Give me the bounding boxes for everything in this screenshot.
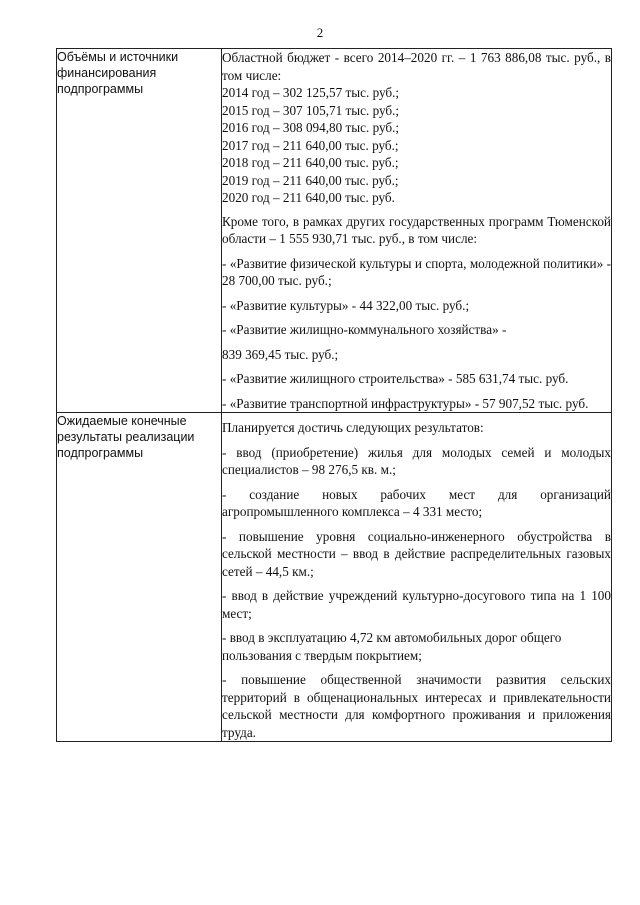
program-item: - «Развитие жилищно-коммунального хозяйства» - (222, 322, 507, 337)
program-item: - «Развитие жилищного строительства» - 585 631,74 тыс. руб. (222, 371, 569, 386)
row-label-results (57, 413, 222, 742)
table-row-financing (57, 49, 612, 413)
result-item: - ввод в эксплуатацию 4,72 км автомобильных дорог общего пользования с твердым покрытием; (222, 630, 562, 663)
year-line: 2020 год – 211 640,00 тыс. руб. (222, 190, 395, 205)
label-line: Объёмы и источники (57, 50, 179, 64)
label-line: финансирования (57, 66, 157, 80)
program-item: - «Развитие физической культуры и спорта, молодежной политики» - 28 700,00 тыс. руб.; (222, 255, 611, 288)
result-item: - ввод (приобретение) жилья для молодых семей и молодых специалистов – 98 276,5 кв. м.; (222, 444, 611, 477)
financing-content (222, 49, 612, 413)
results-content (222, 413, 612, 742)
label-line: подпрограммы (57, 446, 144, 460)
results-intro: Планируется достичь следующих результатов: (222, 420, 484, 435)
table-row-results (57, 413, 612, 742)
label-line: Ожидаемые конечные (57, 414, 187, 428)
program-item-amount: 839 369,45 тыс. руб.; (222, 346, 339, 362)
year-line: 2016 год – 308 094,80 тыс. руб.; (222, 120, 400, 135)
label-line: подпрограммы (57, 82, 144, 96)
passport-table (56, 48, 612, 742)
label-line: результаты реализации (57, 430, 195, 444)
result-item: - повышение уровня социально-инженерного обустройства в сельской местности – ввод в действие распределительных газовых сетей – 44,5 км.; (222, 528, 611, 579)
program-item: - «Развитие культуры» - 44 322,00 тыс. руб.; (222, 297, 470, 313)
year-line: 2019 год – 211 640,00 тыс. руб.; (222, 172, 399, 188)
result-item: - повышение общественной значимости развития сельских территорий в общенациональных интересах и привлекательности сельской местности для комфортного проживания и приложения труда. (222, 672, 611, 740)
year-line: 2015 год – 307 105,71 тыс. руб.; (222, 102, 400, 118)
budget-total-text: Областной бюджет - всего 2014–2020 гг. – 1 763 886,08 тыс. руб., в том числе: (222, 50, 611, 83)
row-label-financing (57, 49, 222, 413)
year-line: 2018 год – 211 640,00 тыс. руб.; (222, 155, 399, 170)
year-line: 2017 год – 211 640,00 тыс. руб.; (222, 137, 399, 153)
result-item: - ввод в действие учреждений культурно-досугового типа на 1 100 мест; (222, 588, 611, 621)
result-item: - создание новых рабочих мест для организаций агропромышленного комплекса – 4 331 место; (222, 486, 611, 519)
page-number: 2 (316, 25, 324, 40)
other-programs-intro: Кроме того, в рамках других государственных программ Тюменской области – 1 555 930,71 тыс. руб., в том числе: (222, 213, 611, 246)
year-line: 2014 год – 302 125,57 тыс. руб.; (222, 85, 400, 100)
program-item: - «Развитие транспортной инфраструктуры» - 57 907,52 тыс. руб. (222, 395, 589, 411)
